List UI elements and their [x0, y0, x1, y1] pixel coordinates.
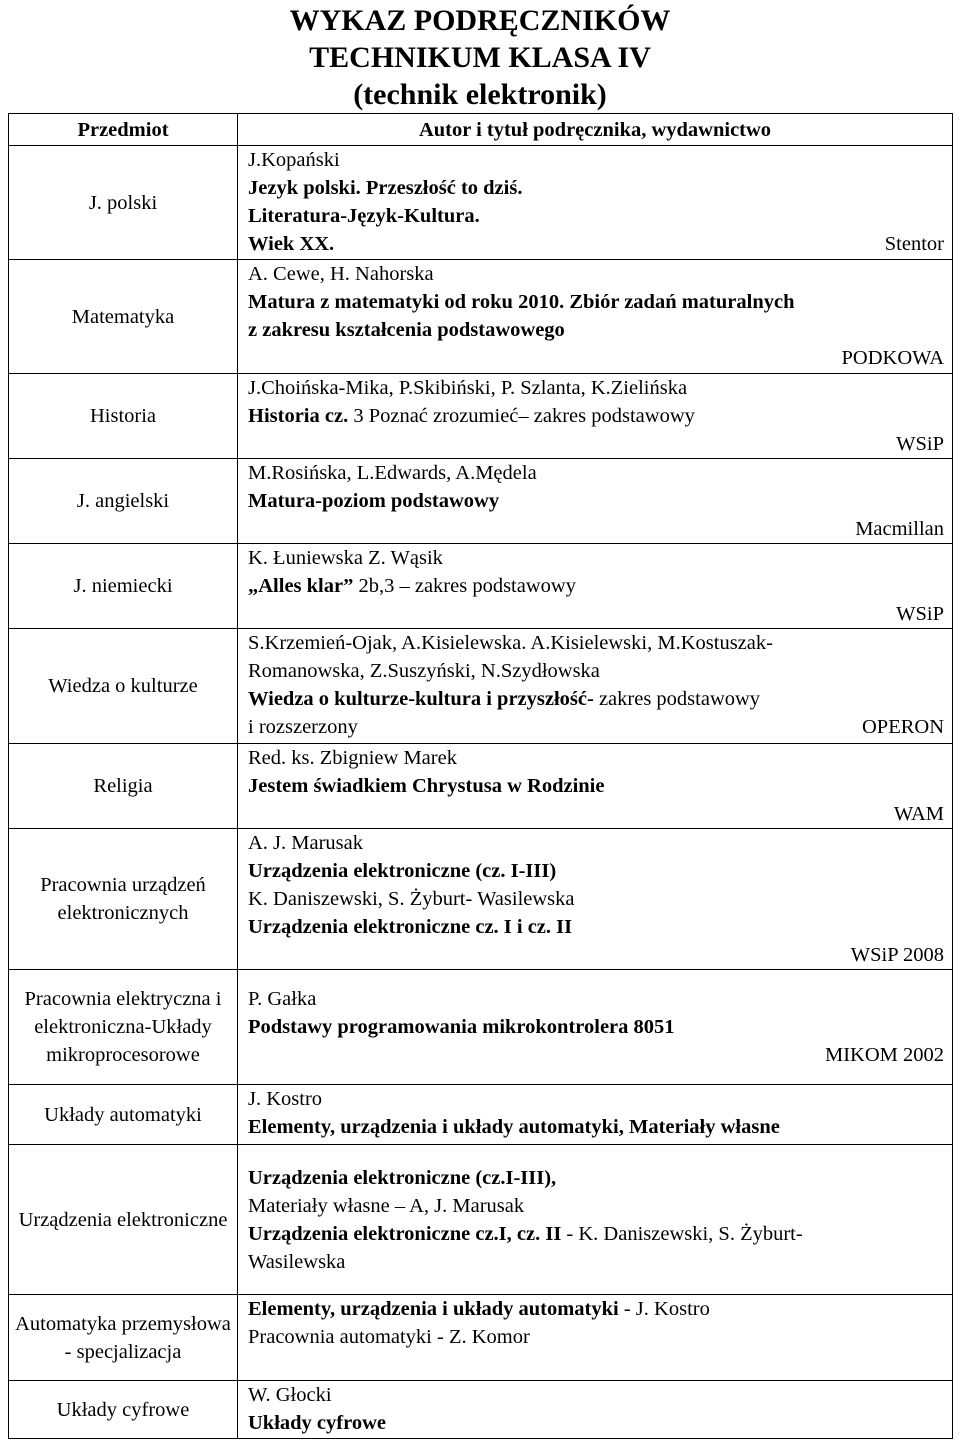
author: J. Kostro	[248, 1088, 323, 1110]
table-row	[9, 970, 953, 1085]
table-row	[9, 374, 953, 459]
table-row	[9, 629, 953, 744]
subject-cell: J. niemiecki	[9, 544, 238, 629]
table-row	[9, 1085, 953, 1145]
book-title: Matura-poziom podstawowy	[248, 490, 500, 512]
table-row	[9, 829, 953, 970]
table-header-row	[9, 114, 953, 146]
book-title: Literatura-Język-Kultura.	[248, 205, 480, 227]
publisher: WSiP 2008	[850, 944, 944, 966]
publisher: OPERON	[861, 716, 944, 738]
subject-cell: Historia	[9, 374, 238, 459]
book-title: Jezyk polski. Przeszłość to dziś.	[248, 177, 523, 199]
book-title: Wiedza o kulturze-kultura i przyszłość- zakres podstawowy	[248, 688, 761, 710]
content-cell	[238, 1295, 953, 1381]
header-subject: Przedmiot	[9, 114, 238, 146]
content-cell	[238, 374, 953, 459]
table-row	[9, 544, 953, 629]
publisher: Macmillan	[855, 518, 944, 540]
book-author-line: Pracownia automatyki - Z. Komor	[248, 1326, 530, 1348]
table-row	[9, 146, 953, 260]
book-title: Urządzenia elektroniczne cz.I, cz. II - K. Daniszewski, S. Żyburt-	[248, 1222, 803, 1245]
book-author-line: Materiały własne – A, J. Marusak	[248, 1194, 525, 1217]
author: J.Kopański	[248, 149, 340, 171]
book-title: Matura z matematyki od roku 2010. Zbiór zadań maturalnych	[248, 291, 795, 313]
author: K. Łuniewska Z. Wąsik	[248, 547, 443, 569]
content-cell	[238, 1145, 953, 1295]
book-title: i rozszerzony	[248, 716, 358, 738]
subject-cell: Układy cyfrowe	[9, 1381, 238, 1439]
book-title: Wiek XX.	[248, 233, 335, 255]
content-cell	[238, 260, 953, 374]
subject-cell: J. polski	[9, 146, 238, 260]
subject-cell: Urządzenia elektroniczne	[9, 1145, 238, 1295]
author: A. Cewe, H. Nahorska	[248, 263, 434, 285]
author: A. J. Marusak	[248, 832, 364, 854]
subject-cell: Pracownia urządzeń elektronicznych	[9, 829, 238, 970]
content-cell	[238, 970, 953, 1085]
header-content: Autor i tytuł podręcznika, wydawnictwo	[238, 114, 953, 146]
book-title: Urządzenia elektroniczne (cz. I-III)	[248, 860, 557, 882]
content-cell	[238, 459, 953, 544]
table-row	[9, 260, 953, 374]
book-title: z zakresu kształcenia podstawowego	[248, 319, 565, 341]
author: Romanowska, Z.Suszyński, N.Szydłowska	[248, 660, 600, 682]
author: M.Rosińska, L.Edwards, A.Mędela	[248, 462, 537, 484]
content-cell	[238, 744, 953, 829]
book-title: Układy cyfrowe	[248, 1412, 386, 1434]
book-title: Elementy, urządzenia i układy automatyki - J. Kostro	[248, 1298, 710, 1320]
content-cell	[238, 1381, 953, 1439]
book-title: Elementy, urządzenia i układy automatyki, Materiały własne	[248, 1116, 780, 1138]
book-title: „Alles klar” 2b,3 – zakres podstawowy	[248, 575, 576, 597]
table-row	[9, 459, 953, 544]
table-row	[9, 1295, 953, 1381]
author: S.Krzemień-Ojak, A.Kisielewska. A.Kisielewski, M.Kostuszak-	[248, 632, 773, 654]
publisher: Stentor	[884, 233, 944, 255]
content-cell	[238, 146, 953, 260]
table-row	[9, 744, 953, 829]
book-title: Urządzenia elektroniczne (cz.I-III),	[248, 1166, 557, 1189]
publisher: WSiP	[896, 433, 944, 455]
subject-cell: Matematyka	[9, 260, 238, 374]
subject-cell: Wiedza o kulturze	[9, 629, 238, 744]
title-line-2: TECHNIKUM KLASA IV	[309, 41, 651, 74]
subject-cell: Pracownia elektryczna i elektroniczna-Układy mikroprocesorowe	[9, 970, 238, 1085]
textbook-table	[8, 113, 953, 1439]
book-title: Podstawy programowania mikrokontrolera 8051	[248, 1016, 675, 1038]
author: P. Gałka	[248, 988, 317, 1010]
book-title: Historia cz. 3 Poznać zrozumieć– zakres podstawowy	[248, 405, 695, 427]
author: Wasilewska	[248, 1250, 346, 1273]
author: W. Głocki	[248, 1384, 332, 1406]
publisher: MIKOM 2002	[824, 1044, 944, 1066]
content-cell	[238, 829, 953, 970]
book-title: Urządzenia elektroniczne cz. I i cz. II	[248, 916, 573, 938]
publisher: WSiP	[896, 603, 944, 625]
content-cell	[238, 1085, 953, 1145]
subject-cell: J. angielski	[9, 459, 238, 544]
publisher: WAM	[893, 803, 944, 825]
author: K. Daniszewski, S. Żyburt- Wasilewska	[248, 888, 575, 910]
table-row	[9, 1145, 953, 1295]
subject-cell: Automatyka przemysłowa - specjalizacja	[9, 1295, 238, 1381]
subject-cell: Religia	[9, 744, 238, 829]
content-cell	[238, 544, 953, 629]
content-cell	[238, 629, 953, 744]
document-title	[0, 0, 960, 111]
table-row	[9, 1381, 953, 1439]
subject-cell: Układy automatyki	[9, 1085, 238, 1145]
publisher: PODKOWA	[841, 347, 944, 369]
author: J.Choińska-Mika, P.Skibiński, P. Szlanta, K.Zielińska	[248, 377, 688, 399]
title-line-1: WYKAZ PODRĘCZNIKÓW	[289, 4, 671, 37]
title-line-3: (technik elektronik)	[353, 78, 607, 111]
book-title: Jestem świadkiem Chrystusa w Rodzinie	[248, 775, 605, 797]
author: Red. ks. Zbigniew Marek	[248, 747, 457, 769]
